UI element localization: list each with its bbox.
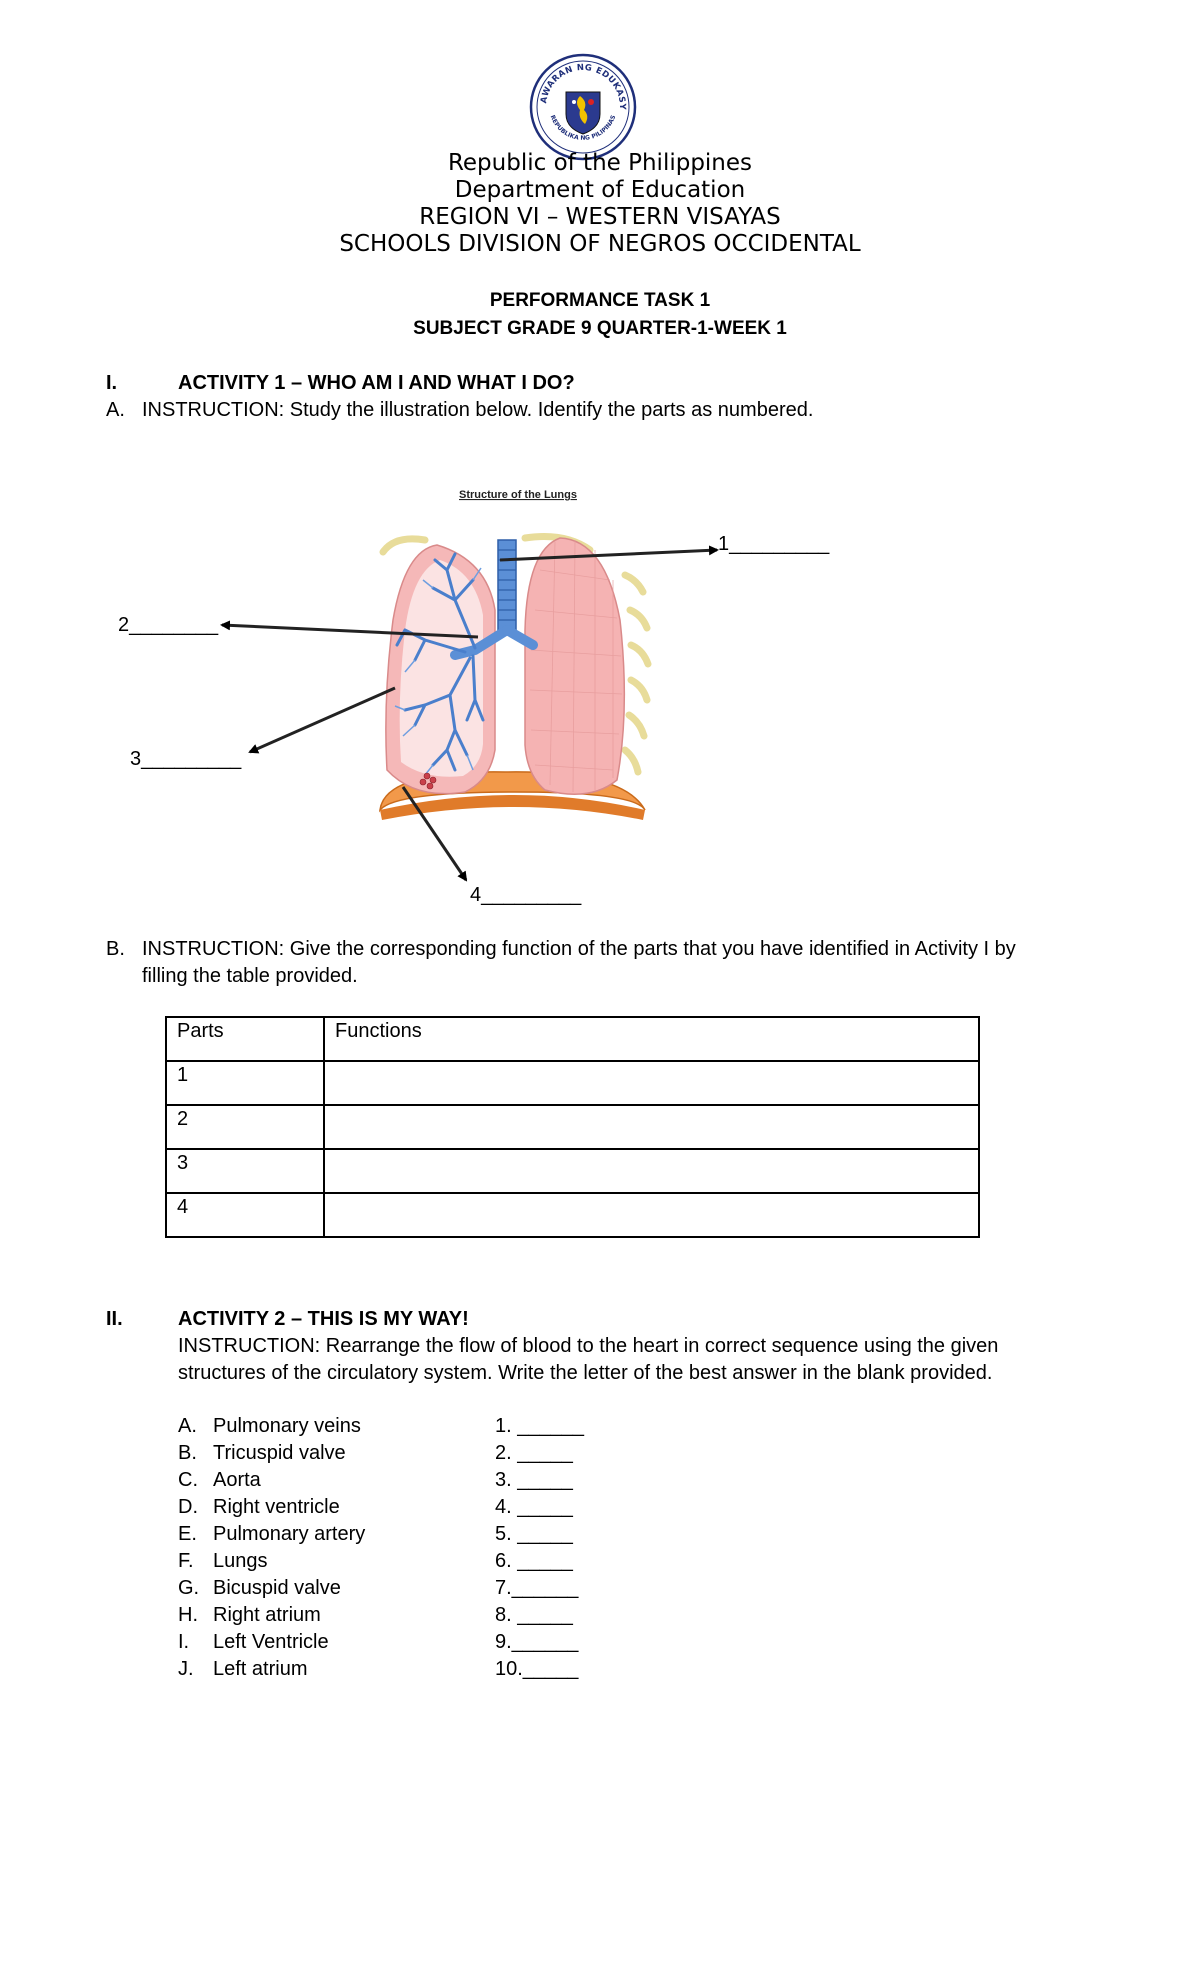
diagram-label-2: 2________ <box>118 614 219 636</box>
table-cell-part: 3 <box>166 1149 324 1193</box>
diagram-label-1: 1_________ <box>718 533 830 555</box>
table-row <box>166 1193 979 1237</box>
activity1-number: I. <box>106 372 118 394</box>
answer-blank[interactable]: 7.______ <box>495 1577 579 1599</box>
answer-blank[interactable]: 3. _____ <box>495 1469 573 1491</box>
choices-list <box>178 1413 478 1683</box>
list-item: H. Right atrium <box>178 1604 321 1626</box>
answer-blank[interactable]: 5. _____ <box>495 1523 573 1545</box>
answer-blank[interactable]: 8. _____ <box>495 1604 573 1626</box>
list-item: G. Bicuspid valve <box>178 1577 341 1599</box>
table-cell-part: 1 <box>166 1061 324 1105</box>
table-cell-part: 2 <box>166 1105 324 1149</box>
svg-text:REPUBLIKA NG PILIPINAS: REPUBLIKA NG PILIPINAS <box>548 114 618 142</box>
table-header-functions: Functions <box>324 1017 979 1061</box>
table-row <box>166 1105 979 1149</box>
list-item: B. Tricuspid valve <box>178 1442 346 1464</box>
answer-blank[interactable]: 6. _____ <box>495 1550 573 1572</box>
header-region: REGION VI – WESTERN VISAYAS <box>419 204 781 230</box>
answer-blanks <box>495 1413 695 1683</box>
svg-text:KAGAWARAN NG EDUKASYON: AWARAN NG EDUKASY <box>539 62 628 110</box>
task-subtitle: SUBJECT GRADE 9 QUARTER-1-WEEK 1 <box>413 318 787 339</box>
header-republic: Republic of the Philippines <box>447 150 753 176</box>
activity1-a-letter: A. <box>106 399 125 421</box>
table-cell-function[interactable] <box>324 1193 979 1237</box>
list-item: C. Aorta <box>178 1469 261 1491</box>
activity1-b-instruction-line1: INSTRUCTION: Give the corresponding function of the parts that you have identified in Activity I by <box>142 938 1016 960</box>
table-cell-part: 4 <box>166 1193 324 1237</box>
functions-table <box>165 1016 980 1238</box>
list-item: J. Left atrium <box>178 1658 308 1680</box>
activity2-title: ACTIVITY 2 – THIS IS MY WAY! <box>178 1308 469 1330</box>
diagram-title: Structure of the Lungs <box>459 489 577 501</box>
activity2-instruction-line1: INSTRUCTION: Rearrange the flow of blood to the heart in correct sequence using the given <box>178 1335 999 1357</box>
answer-blank[interactable]: 9.______ <box>495 1631 579 1653</box>
activity1-b-instruction-line2: filling the table provided. <box>142 965 358 987</box>
answer-blank[interactable]: 10._____ <box>495 1658 579 1680</box>
activity1-b-letter: B. <box>106 938 125 960</box>
diagram-label-4: 4_________ <box>470 884 582 906</box>
table-row <box>166 1149 979 1193</box>
list-item: I. Left Ventricle <box>178 1631 329 1653</box>
answer-blank[interactable]: 1. ______ <box>495 1415 584 1437</box>
activity2-number: II. <box>106 1308 123 1330</box>
table-header-row <box>166 1017 979 1061</box>
table-cell-function[interactable] <box>324 1149 979 1193</box>
activity2-instruction-line2: structures of the circulatory system. Write the letter of the best answer in the blank provided. <box>178 1362 993 1384</box>
table-row <box>166 1061 979 1105</box>
table-header-parts: Parts <box>166 1017 324 1061</box>
header-division: SCHOOLS DIVISION OF NEGROS OCCIDENTAL <box>339 231 861 257</box>
answer-blank[interactable]: 2. _____ <box>495 1442 573 1464</box>
table-cell-function[interactable] <box>324 1105 979 1149</box>
table-cell-function[interactable] <box>324 1061 979 1105</box>
task-title: PERFORMANCE TASK 1 <box>489 290 711 311</box>
list-item: D. Right ventricle <box>178 1496 340 1518</box>
list-item: F. Lungs <box>178 1550 268 1572</box>
header-department: Department of Education <box>454 177 746 203</box>
diagram-label-3: 3_________ <box>130 748 242 770</box>
activity1-a-instruction: INSTRUCTION: Study the illustration below. Identify the parts as numbered. <box>142 399 814 421</box>
activity1-title: ACTIVITY 1 – WHO AM I AND WHAT I DO? <box>178 372 575 394</box>
list-item: A. Pulmonary veins <box>178 1415 361 1437</box>
answer-blank[interactable]: 4. _____ <box>495 1496 573 1518</box>
list-item: E. Pulmonary artery <box>178 1523 366 1545</box>
